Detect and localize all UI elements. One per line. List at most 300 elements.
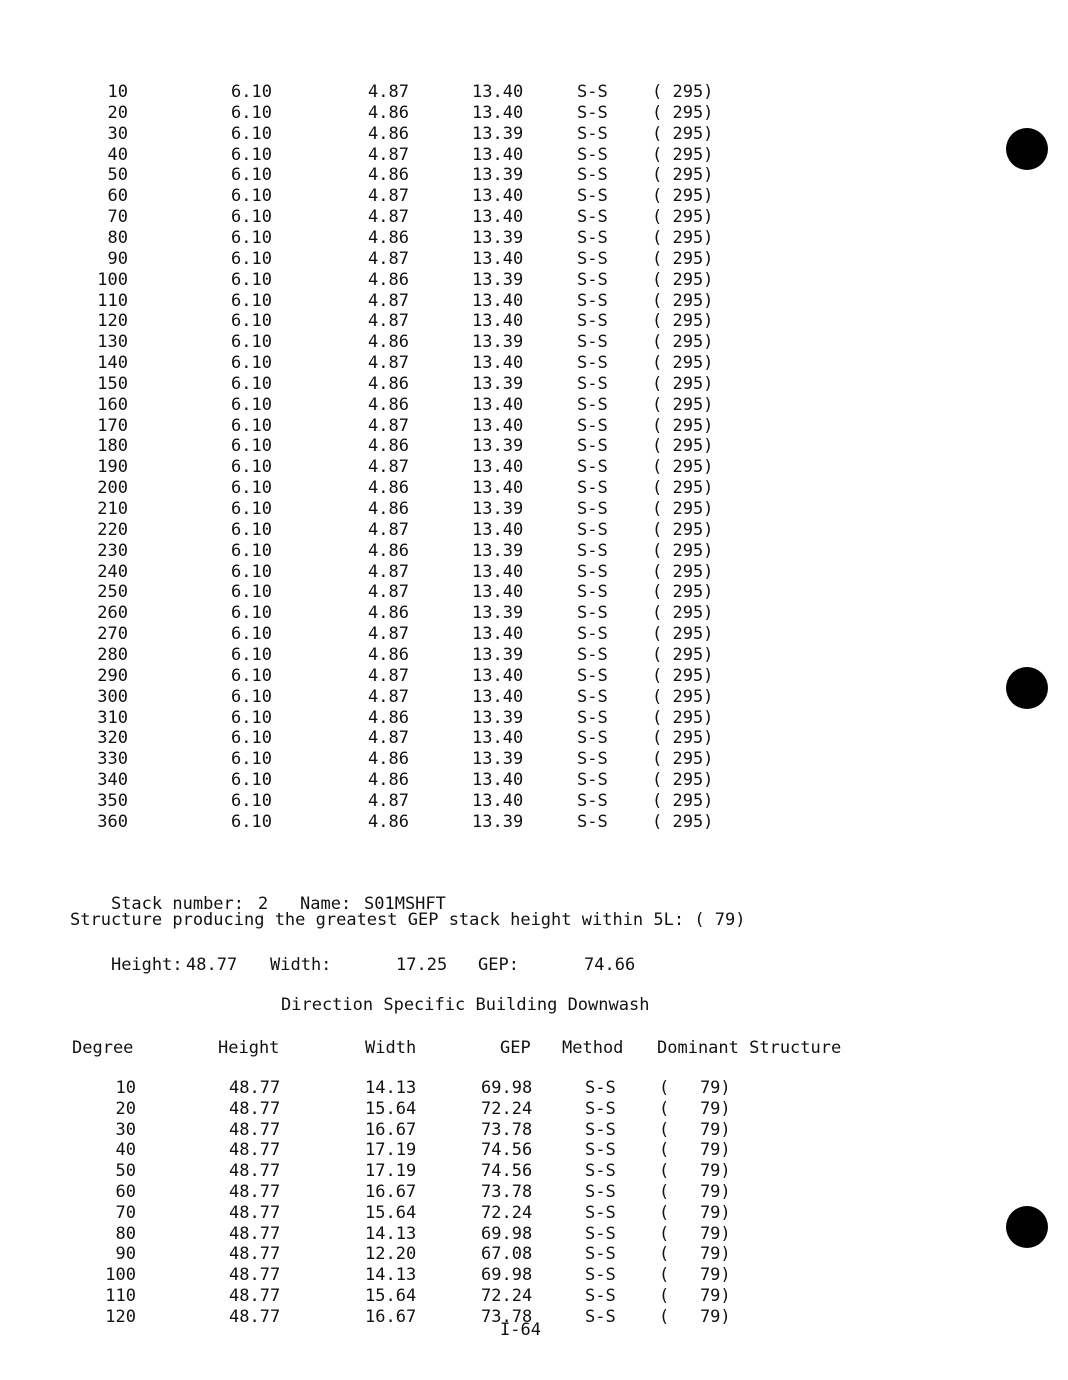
method-cell: S-S xyxy=(577,707,608,728)
table-row xyxy=(0,499,900,520)
height-cell: 6.10 xyxy=(231,811,272,832)
width-cell: 4.86 xyxy=(368,165,409,186)
gep-cell: 13.40 xyxy=(472,394,524,415)
width-cell: 17.19 xyxy=(365,1161,417,1182)
method-cell: S-S xyxy=(585,1265,616,1286)
degree-cell: 310 xyxy=(97,707,128,728)
gep-cell: 13.39 xyxy=(472,332,524,353)
height-cell: 48.77 xyxy=(229,1202,281,1223)
method-cell: S-S xyxy=(585,1140,616,1161)
header-dominant-structure: Dominant Structure xyxy=(657,1038,842,1058)
method-cell: S-S xyxy=(577,248,608,269)
height-cell: 6.10 xyxy=(231,248,272,269)
table-row xyxy=(0,770,900,791)
table-row xyxy=(0,541,900,562)
degree-cell: 30 xyxy=(107,123,128,144)
height-cell: 6.10 xyxy=(231,770,272,791)
structure-line: Structure producing the greatest GEP stack height within 5L: ( 79) xyxy=(70,910,746,930)
gep-cell: 13.40 xyxy=(472,102,524,123)
degree-cell: 20 xyxy=(115,1098,136,1119)
method-cell: S-S xyxy=(577,353,608,374)
degree-cell: 40 xyxy=(107,144,128,165)
structure-cell: ( 79) xyxy=(659,1286,731,1306)
table-row xyxy=(0,124,900,145)
width-cell: 4.86 xyxy=(368,499,409,519)
degree-cell: 70 xyxy=(115,1202,136,1223)
method-cell: S-S xyxy=(585,1078,616,1098)
table-row xyxy=(0,603,900,624)
height-cell: 48.77 xyxy=(229,1265,281,1286)
width-cell: 4.86 xyxy=(368,644,409,665)
width-cell: 4.86 xyxy=(368,770,409,791)
degree-cell: 170 xyxy=(97,415,128,436)
table-row xyxy=(0,249,900,270)
structure-cell: ( 79) xyxy=(659,1202,731,1223)
method-cell: S-S xyxy=(585,1161,616,1182)
width-cell: 4.87 xyxy=(368,207,409,228)
structure-cell: ( 295) xyxy=(652,540,714,561)
height-cell: 6.10 xyxy=(231,415,272,436)
degree-cell: 350 xyxy=(97,790,128,811)
width-cell: 15.64 xyxy=(365,1286,417,1306)
gep-cell: 13.40 xyxy=(472,770,524,791)
structure-cell: ( 295) xyxy=(652,811,714,832)
height-value: 48.77 xyxy=(186,955,238,975)
structure-cell: ( 79) xyxy=(659,1119,731,1140)
height-cell: 48.77 xyxy=(229,1098,281,1119)
degree-cell: 60 xyxy=(115,1182,136,1202)
gep-cell: 74.56 xyxy=(481,1161,533,1182)
table-row xyxy=(0,1286,900,1307)
structure-cell: ( 295) xyxy=(652,269,714,290)
degree-cell: 30 xyxy=(115,1119,136,1140)
table-row xyxy=(0,708,900,729)
method-cell: S-S xyxy=(585,1202,616,1223)
degree-cell: 60 xyxy=(107,186,128,207)
height-cell: 48.77 xyxy=(229,1223,281,1244)
structure-cell: ( 295) xyxy=(652,707,714,728)
gep-cell: 73.78 xyxy=(481,1306,533,1327)
degree-cell: 330 xyxy=(97,749,128,770)
gep-cell: 13.39 xyxy=(472,123,524,144)
table-row xyxy=(0,145,900,166)
gep-cell: 13.40 xyxy=(472,144,524,165)
structure-cell: ( 79) xyxy=(659,1182,731,1202)
structure-cell: ( 295) xyxy=(652,582,714,603)
method-cell: S-S xyxy=(577,770,608,791)
gep-cell: 72.24 xyxy=(481,1098,533,1119)
table-row xyxy=(0,1140,900,1161)
structure-cell: ( 295) xyxy=(652,749,714,770)
stack-name-label: Name: xyxy=(300,894,352,914)
height-cell: 48.77 xyxy=(229,1161,281,1182)
table-row xyxy=(0,1161,900,1182)
width-cell: 14.13 xyxy=(365,1078,417,1098)
gep-cell: 13.40 xyxy=(472,478,524,499)
gep-value: 74.66 xyxy=(584,955,636,975)
degree-cell: 190 xyxy=(97,457,128,478)
gep-cell: 69.98 xyxy=(481,1265,533,1286)
structure-cell: ( 79) xyxy=(659,1265,731,1286)
method-cell: S-S xyxy=(577,102,608,123)
structure-cell: ( 79) xyxy=(659,1306,731,1327)
table-row xyxy=(0,374,900,395)
structure-cell: ( 295) xyxy=(652,436,714,457)
width-cell: 15.64 xyxy=(365,1202,417,1223)
gep-cell: 72.24 xyxy=(481,1202,533,1223)
width-cell: 4.86 xyxy=(368,394,409,415)
structure-cell: ( 295) xyxy=(652,82,714,102)
structure-cell: ( 295) xyxy=(652,561,714,582)
width-cell: 15.64 xyxy=(365,1098,417,1119)
width-cell: 4.87 xyxy=(368,561,409,582)
gep-cell: 13.40 xyxy=(472,290,524,311)
degree-cell: 80 xyxy=(107,227,128,248)
width-cell: 4.86 xyxy=(368,227,409,248)
width-cell: 4.87 xyxy=(368,311,409,332)
structure-cell: ( 295) xyxy=(652,373,714,394)
method-cell: S-S xyxy=(577,603,608,624)
degree-cell: 80 xyxy=(115,1223,136,1244)
table-row xyxy=(0,1307,900,1328)
method-cell: S-S xyxy=(577,457,608,478)
width-cell: 4.87 xyxy=(368,186,409,207)
method-cell: S-S xyxy=(577,790,608,811)
gep-cell: 13.40 xyxy=(472,353,524,374)
height-cell: 6.10 xyxy=(231,290,272,311)
height-cell: 6.10 xyxy=(231,332,272,353)
height-cell: 6.10 xyxy=(231,102,272,123)
height-cell: 6.10 xyxy=(231,644,272,665)
gep-cell: 13.39 xyxy=(472,540,524,561)
degree-cell: 70 xyxy=(107,207,128,228)
gep-cell: 67.08 xyxy=(481,1244,533,1265)
degree-cell: 40 xyxy=(115,1140,136,1161)
gep-cell: 73.78 xyxy=(481,1182,533,1202)
method-cell: S-S xyxy=(577,269,608,290)
table-row xyxy=(0,82,900,103)
degree-cell: 320 xyxy=(97,728,128,749)
degree-cell: 240 xyxy=(97,561,128,582)
gep-cell: 13.39 xyxy=(472,269,524,290)
method-cell: S-S xyxy=(577,394,608,415)
downwash-table-header xyxy=(0,1038,900,1059)
width-cell: 16.67 xyxy=(365,1182,417,1202)
degree-cell: 120 xyxy=(105,1306,136,1327)
width-cell: 4.87 xyxy=(368,519,409,540)
method-cell: S-S xyxy=(577,749,608,770)
degree-cell: 340 xyxy=(97,770,128,791)
structure-cell: ( 295) xyxy=(652,144,714,165)
method-cell: S-S xyxy=(577,519,608,540)
method-cell: S-S xyxy=(577,144,608,165)
method-cell: S-S xyxy=(577,540,608,561)
method-cell: S-S xyxy=(585,1244,616,1265)
method-cell: S-S xyxy=(585,1306,616,1327)
structure-cell: ( 295) xyxy=(652,186,714,207)
gep-cell: 13.40 xyxy=(472,624,524,645)
width-cell: 4.87 xyxy=(368,457,409,478)
table-row xyxy=(0,478,900,499)
gep-cell: 13.40 xyxy=(472,582,524,603)
structure-cell: ( 295) xyxy=(652,603,714,624)
height-cell: 6.10 xyxy=(231,269,272,290)
structure-cell: ( 295) xyxy=(652,790,714,811)
height-cell: 6.10 xyxy=(231,186,272,207)
gep-cell: 13.39 xyxy=(472,707,524,728)
method-cell: S-S xyxy=(577,499,608,519)
degree-cell: 110 xyxy=(97,290,128,311)
height-cell: 6.10 xyxy=(231,561,272,582)
method-cell: S-S xyxy=(577,165,608,186)
table-row xyxy=(0,1244,900,1265)
method-cell: S-S xyxy=(577,436,608,457)
method-cell: S-S xyxy=(577,478,608,499)
table-row xyxy=(0,228,900,249)
degree-cell: 140 xyxy=(97,353,128,374)
table-row xyxy=(0,666,900,687)
table-row xyxy=(0,395,900,416)
height-cell: 6.10 xyxy=(231,749,272,770)
method-cell: S-S xyxy=(577,728,608,749)
method-cell: S-S xyxy=(577,227,608,248)
gep-cell: 13.40 xyxy=(472,457,524,478)
table-row xyxy=(0,311,900,332)
structure-cell: ( 295) xyxy=(652,102,714,123)
height-cell: 6.10 xyxy=(231,457,272,478)
structure-cell: ( 295) xyxy=(652,290,714,311)
width-cell: 4.86 xyxy=(368,373,409,394)
structure-cell: ( 295) xyxy=(652,770,714,791)
punch-hole-bottom xyxy=(1006,1206,1048,1248)
height-cell: 6.10 xyxy=(231,665,272,686)
width-cell: 4.86 xyxy=(368,269,409,290)
degree-cell: 10 xyxy=(107,82,128,102)
gep-cell: 13.40 xyxy=(472,728,524,749)
height-cell: 6.10 xyxy=(231,123,272,144)
gep-cell: 13.40 xyxy=(472,665,524,686)
structure-cell: ( 295) xyxy=(652,248,714,269)
height-label: Height: xyxy=(110,955,183,975)
height-cell: 48.77 xyxy=(229,1306,281,1327)
table-row xyxy=(0,416,900,437)
structure-cell: ( 79) xyxy=(659,1244,731,1265)
width-cell: 4.87 xyxy=(368,82,409,102)
header-method: Method xyxy=(562,1038,624,1058)
table-row xyxy=(0,332,900,353)
width-cell: 4.87 xyxy=(368,290,409,311)
gep-cell: 13.40 xyxy=(472,82,524,102)
gep-cell: 13.39 xyxy=(472,436,524,457)
degree-cell: 300 xyxy=(97,686,128,707)
gep-cell: 72.24 xyxy=(481,1286,533,1306)
method-cell: S-S xyxy=(577,415,608,436)
method-cell: S-S xyxy=(585,1182,616,1202)
structure-cell: ( 295) xyxy=(652,353,714,374)
gep-cell: 74.56 xyxy=(481,1140,533,1161)
structure-cell: ( 79) xyxy=(659,1140,731,1161)
structure-cell: ( 295) xyxy=(652,165,714,186)
width-cell: 4.86 xyxy=(368,123,409,144)
table-row xyxy=(0,1120,900,1141)
method-cell: S-S xyxy=(585,1098,616,1119)
structure-cell: ( 295) xyxy=(652,415,714,436)
degree-cell: 160 xyxy=(97,394,128,415)
table-row xyxy=(0,582,900,603)
degree-cell: 50 xyxy=(107,165,128,186)
height-cell: 48.77 xyxy=(229,1244,281,1265)
table-row xyxy=(0,207,900,228)
table-row xyxy=(0,1099,900,1120)
structure-cell: ( 295) xyxy=(652,728,714,749)
structure-cell: ( 295) xyxy=(652,665,714,686)
structure-cell: ( 295) xyxy=(652,332,714,353)
section-title: Direction Specific Building Downwash xyxy=(281,995,650,1015)
gep-cell: 13.39 xyxy=(472,603,524,624)
method-cell: S-S xyxy=(577,332,608,353)
degree-cell: 220 xyxy=(97,519,128,540)
height-cell: 48.77 xyxy=(229,1286,281,1306)
degree-cell: 290 xyxy=(97,665,128,686)
structure-cell: ( 295) xyxy=(652,686,714,707)
gep-cell: 13.39 xyxy=(472,227,524,248)
height-cell: 48.77 xyxy=(229,1140,281,1161)
punch-hole-top xyxy=(1006,128,1048,170)
gep-cell: 13.39 xyxy=(472,811,524,832)
height-cell: 6.10 xyxy=(231,499,272,519)
table-row xyxy=(0,103,900,124)
height-cell: 48.77 xyxy=(229,1119,281,1140)
table-row xyxy=(0,749,900,770)
height-cell: 6.10 xyxy=(231,144,272,165)
structure-cell: ( 79) xyxy=(659,1098,731,1119)
method-cell: S-S xyxy=(585,1223,616,1244)
degree-cell: 260 xyxy=(97,603,128,624)
degree-cell: 90 xyxy=(107,248,128,269)
width-cell: 4.87 xyxy=(368,665,409,686)
table-row xyxy=(0,186,900,207)
structure-cell: ( 295) xyxy=(652,207,714,228)
degree-cell: 100 xyxy=(97,269,128,290)
height-cell: 6.10 xyxy=(231,436,272,457)
table-row xyxy=(0,353,900,374)
degree-cell: 280 xyxy=(97,644,128,665)
degree-cell: 250 xyxy=(97,582,128,603)
width-cell: 17.19 xyxy=(365,1140,417,1161)
gep-cell: 13.40 xyxy=(472,207,524,228)
method-cell: S-S xyxy=(577,207,608,228)
width-cell: 4.86 xyxy=(368,478,409,499)
structure-cell: ( 295) xyxy=(652,394,714,415)
degree-cell: 130 xyxy=(97,332,128,353)
structure-cell: ( 295) xyxy=(652,478,714,499)
gep-cell: 13.40 xyxy=(472,311,524,332)
degree-cell: 210 xyxy=(97,499,128,519)
degree-cell: 100 xyxy=(105,1265,136,1286)
width-cell: 4.87 xyxy=(368,624,409,645)
width-cell: 4.87 xyxy=(368,790,409,811)
degree-cell: 20 xyxy=(107,102,128,123)
stack-number-value: 2 xyxy=(258,894,269,914)
structure-cell: ( 79) xyxy=(659,1223,731,1244)
width-cell: 4.86 xyxy=(368,811,409,832)
height-cell: 6.10 xyxy=(231,686,272,707)
gep-cell: 13.40 xyxy=(472,186,524,207)
degree-cell: 50 xyxy=(115,1161,136,1182)
header-width: Width xyxy=(365,1038,417,1058)
width-cell: 12.20 xyxy=(365,1244,417,1265)
height-cell: 6.10 xyxy=(231,165,272,186)
method-cell: S-S xyxy=(577,665,608,686)
method-cell: S-S xyxy=(577,311,608,332)
table-row xyxy=(0,1224,900,1245)
structure-dims-line xyxy=(70,934,670,997)
structure-cell: ( 295) xyxy=(652,457,714,478)
width-cell: 4.87 xyxy=(368,353,409,374)
table-row xyxy=(0,562,900,583)
method-cell: S-S xyxy=(577,582,608,603)
table-row xyxy=(0,520,900,541)
gep-cell: 73.78 xyxy=(481,1119,533,1140)
stack-number-label: Stack number: xyxy=(110,894,245,914)
page-number: I-64 xyxy=(500,1320,541,1340)
height-cell: 6.10 xyxy=(231,519,272,540)
height-cell: 6.10 xyxy=(231,373,272,394)
gep-cell: 13.40 xyxy=(472,519,524,540)
table-row xyxy=(0,457,900,478)
width-cell: 4.86 xyxy=(368,707,409,728)
structure-cell: ( 295) xyxy=(652,499,714,519)
width-cell: 4.86 xyxy=(368,102,409,123)
width-cell: 16.67 xyxy=(365,1306,417,1327)
height-cell: 6.10 xyxy=(231,728,272,749)
width-value: 17.25 xyxy=(396,955,448,975)
width-cell: 4.86 xyxy=(368,436,409,457)
table-row xyxy=(0,812,900,833)
degree-cell: 230 xyxy=(97,540,128,561)
gep-cell: 69.98 xyxy=(481,1223,533,1244)
width-cell: 4.86 xyxy=(368,332,409,353)
height-cell: 6.10 xyxy=(231,540,272,561)
width-cell: 14.13 xyxy=(365,1223,417,1244)
method-cell: S-S xyxy=(577,811,608,832)
width-cell: 4.86 xyxy=(368,749,409,770)
method-cell: S-S xyxy=(585,1286,616,1306)
structure-cell: ( 79) xyxy=(659,1161,731,1182)
height-cell: 48.77 xyxy=(229,1182,281,1202)
height-cell: 48.77 xyxy=(229,1078,281,1098)
width-cell: 14.13 xyxy=(365,1265,417,1286)
height-cell: 6.10 xyxy=(231,82,272,102)
height-cell: 6.10 xyxy=(231,624,272,645)
table-row xyxy=(0,1203,900,1224)
method-cell: S-S xyxy=(585,1119,616,1140)
degree-cell: 120 xyxy=(97,311,128,332)
stack-name-value: S01MSHFT xyxy=(364,894,446,914)
width-label: Width: xyxy=(270,955,332,975)
width-cell: 4.87 xyxy=(368,728,409,749)
degree-cell: 360 xyxy=(97,811,128,832)
table-row xyxy=(0,1078,900,1099)
method-cell: S-S xyxy=(577,373,608,394)
table-row xyxy=(0,624,900,645)
height-cell: 6.10 xyxy=(231,707,272,728)
gep-cell: 13.40 xyxy=(472,686,524,707)
gep-cell: 13.39 xyxy=(472,499,524,519)
method-cell: S-S xyxy=(577,290,608,311)
header-height: Height xyxy=(218,1038,280,1058)
gep-cell: 13.40 xyxy=(472,248,524,269)
